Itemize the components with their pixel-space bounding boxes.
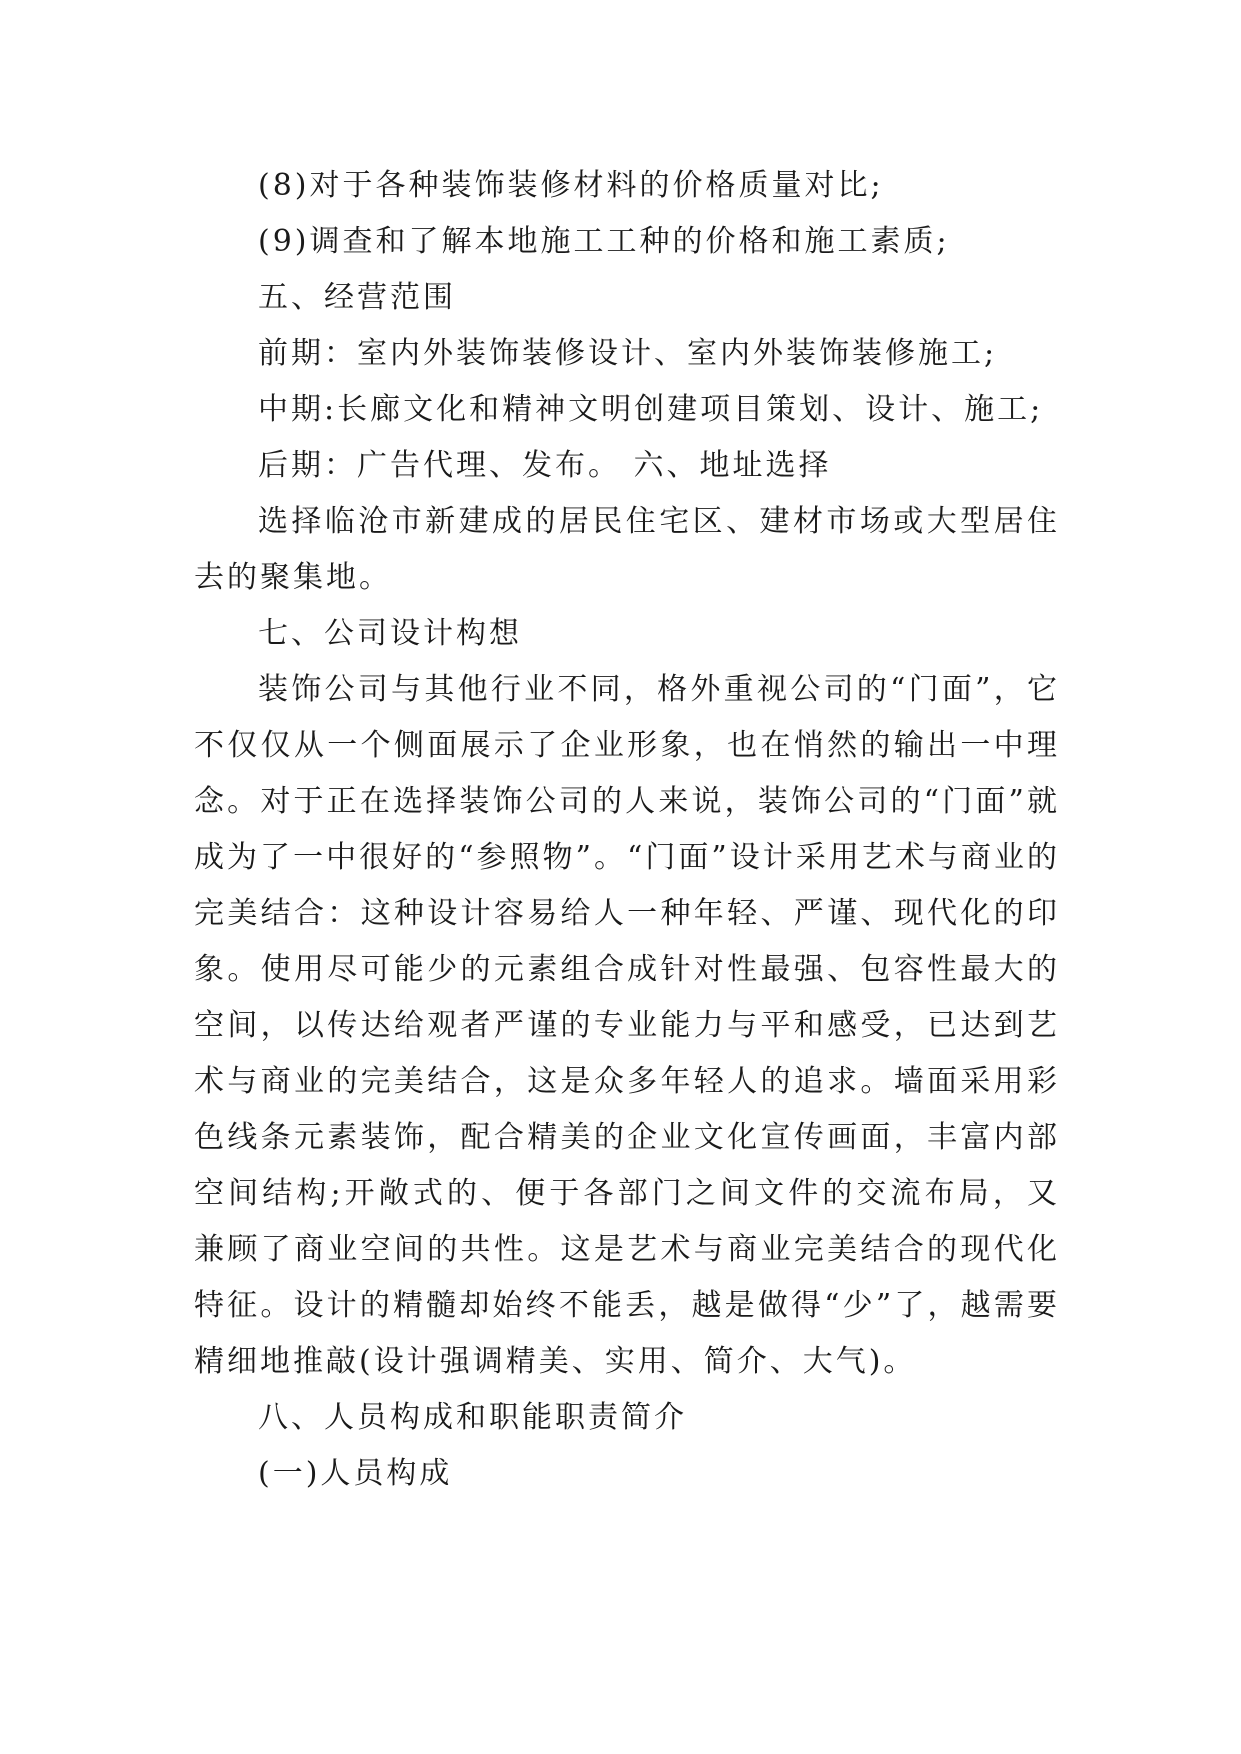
list-item-9: (9)调查和了解本地施工工种的价格和施工素质; (258, 224, 950, 259)
subheading-staff-composition: (一)人员构成 (258, 1456, 453, 1491)
scope-mid-stage: 中期:长廊文化和精神文明创建项目策划、设计、施工; (258, 392, 1044, 427)
paragraph-design: 装饰公司与其他行业不同，格外重视公司的“门面”，它不仅仅从一个侧面展示了企业形象，也在悄然的输出一中理念。对于正在选择装饰公司的人来说，装饰公司的“门面”就成为了一中很好的“参照物”。“门面”设计采用艺术与商业的完美结合：这种设计容易给人一种年轻、严谨、现代化的印象。使用尽可能少的元素组合成针对性最强、包容性最大的空间，以传达给观者严谨的专业能力与平和感受，已达到艺术与商业的完美结合，这是众多年轻人的追求。墙面采用彩色线条元素装饰，配合精美的企业文化宣传画面，丰富内部空间结构;开敞式的、便于各部门之间文件的交流布局，又兼顾了商业空间的共性。这是艺术与商业完美结合的现代化特征。设计的精髓却始终不能丢，越是做得“少”了，越需要精细地推敲(设计强调精美、实用、简介、大气)。 (194, 672, 1060, 1379)
paragraph-location: 选择临沧市新建成的居民住宅区、建材市场或大型居住去的聚集地。 (194, 504, 1060, 595)
scope-early-stage: 前期：室内外装饰装修设计、室内外装饰装修施工; (258, 336, 998, 371)
scope-late-stage-and-location-heading: 后期：广告代理、发布。 六、地址选择 (258, 448, 832, 483)
section-heading-design: 七、公司设计构想 (258, 616, 522, 651)
section-heading-staff: 八、人员构成和职能职责简介 (258, 1400, 687, 1435)
section-heading-business-scope: 五、经营范围 (258, 280, 456, 315)
document-body (194, 158, 1060, 1502)
list-item-8: (8)对于各种装饰装修材料的价格质量对比; (258, 168, 884, 203)
